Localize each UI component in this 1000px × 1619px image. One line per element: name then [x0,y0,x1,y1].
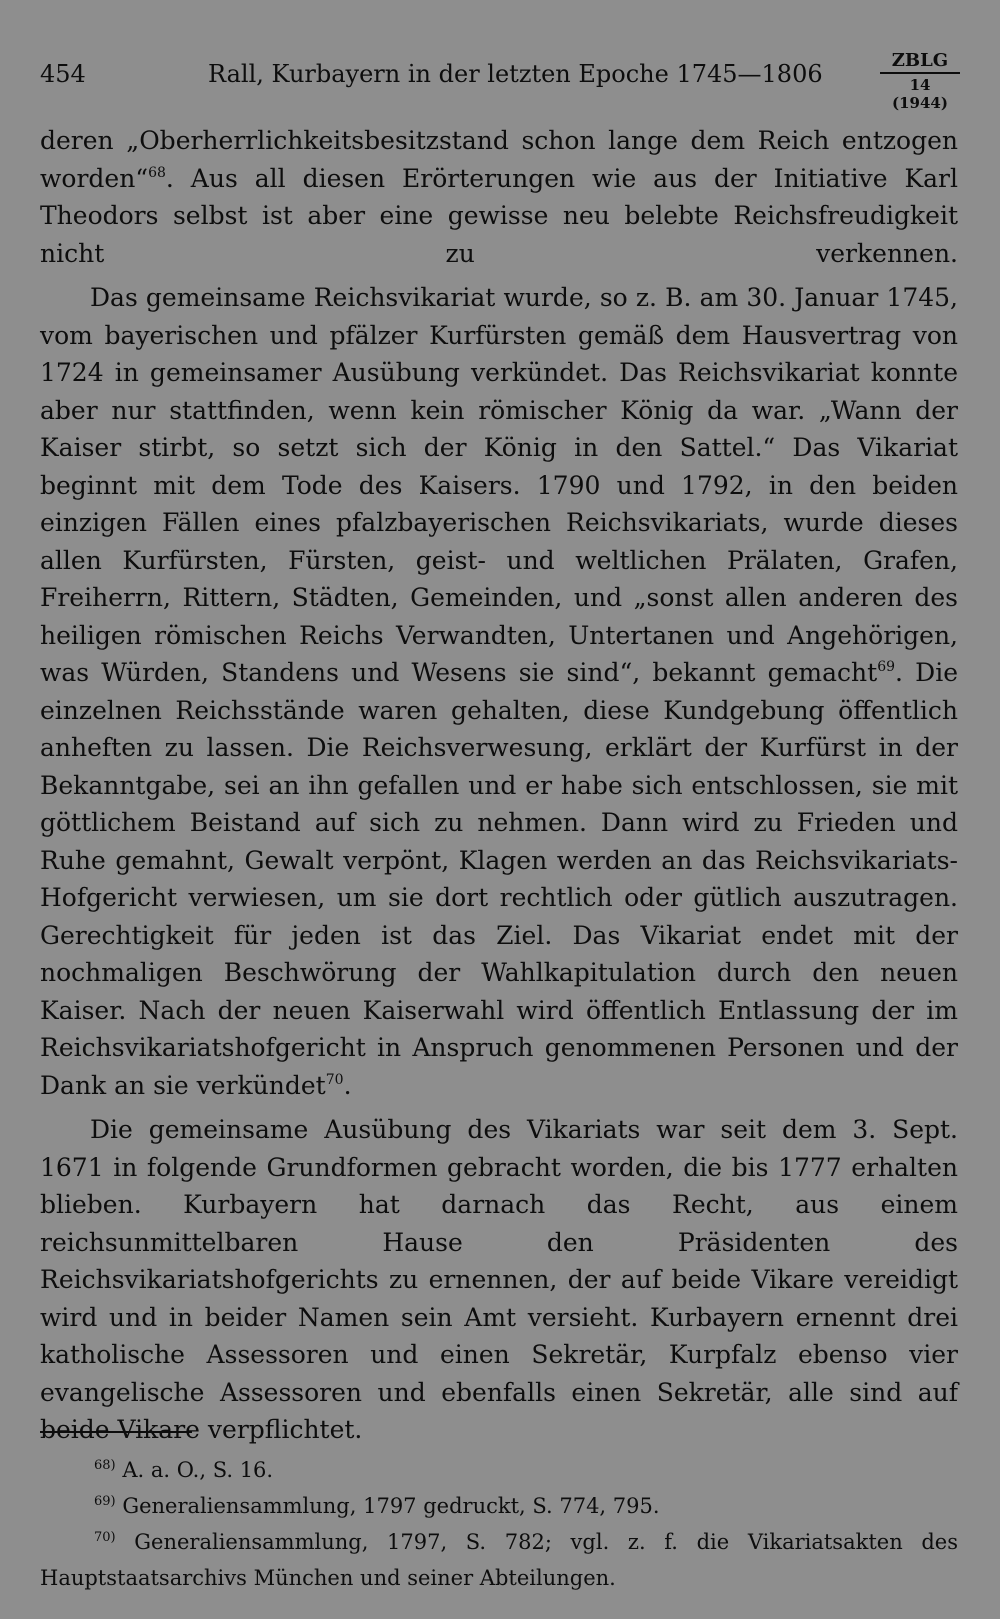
footnote-text: Generaliensammlung, 1797, S. 782; vgl. z. f. die Vikariatsakten des Hauptstaatsarchivs München und seiner Abteilungen. [40,1530,959,1590]
footnote [40,1524,958,1596]
text-run: deren „Oberherrlichkeitsbesitzstand schon lange dem Reich entzogen worden“ [40,126,958,193]
body-text [40,122,958,1456]
footnote-mark: 69) [94,1494,116,1509]
footnote-reference: 69 [877,659,896,675]
footnote-separator [40,1431,192,1433]
journal-reference [880,50,960,112]
journal-volume: 14 (1944) [892,76,948,112]
paragraph [40,1111,958,1449]
text-run: . [343,1070,352,1100]
footnote-text: Generaliensammlung, 1797 gedruckt, S. 774, 795. [122,1494,660,1518]
footnote-reference: 68 [148,164,166,181]
text-run: Das gemeinsame Reichsvikariat wurde, so z. B. am 30. Januar 1745, vom bayerischen und pfälzer Kurfürsten gemäß dem Hausvertrag von 1724 in gemeinsamer Ausübung verkündet. Das Reichsvikariat konnte aber nur stattfinden, wenn kein römischer König da war. „Wann der Kaiser stirbt, so setzt sich der König in den Sattel.“ Das Vikariat beginnt mit dem Tode des Kaisers. 1790 und 1792, in den beiden einzigen Fällen eines pfalzbayerischen Reichsvikariats, wurde dieses allen Kurfürsten, Fürsten, geist- und weltlichen Prälaten, Grafen, Freiherrn, Rittern, Städten, Gemeinden, und „sonst allen anderen des heiligen römischen Reichs Verwandten, Untertanen und Angehörigen, was Würden, Standens und Wesens sie sind“, bekannt gemacht [40,283,958,687]
footnote [40,1488,958,1524]
text-run: . Die einzelnen Reichsstände waren gehalten, diese Kundgebung öffentlich anheften zu lassen. Die Reichsverwesung, erklärt der Kurfürst in der Bekanntgabe, sei an ihn gefallen und er habe sich entschlossen, sie mit göttlichem Beistand auf sich zu nehmen. Dann wird zu Frieden und Ruhe gemahnt, Gewalt verpönt, Klagen werden an das Reichsvikariats-Hofgericht verwiesen, um sie dort rechtlich oder gütlich auszutragen. Gerechtigkeit für jeden ist das Ziel. Das Vikariat endet mit der nochmaligen Beschwörung der Wahlkapitulation durch den neuen Kaiser. Nach der neuen Kaiserwahl wird öffentlich Entlassung der im Reichsvikariatshofgericht in Anspruch genommenen Personen und der Dank an sie verkündet [40,658,958,1100]
footnote-reference: 70 [325,1071,344,1088]
page-number: 454 [40,60,86,88]
footnote-mark: 70) [94,1530,116,1545]
journal-abbreviation: ZBLG [880,50,960,74]
text-run: . Aus all diesen Erörterungen wie aus der Initiative Karl Theodors selbst ist aber eine gewisse neu belebte Reichsfreudigkeit nicht zu verkennen. [40,163,958,268]
footnote [40,1452,958,1488]
footnote-text: A. a. O., S. 16. [122,1458,274,1482]
footnote-mark: 68) [94,1458,116,1473]
text-run: Die gemeinsame Ausübung des Vikariats war seit dem 3. Sept. 1671 in folgende Grundformen gebracht worden, die bis 1777 erhalten blieben. Kurbayern hat darnach das Recht, aus einem reichsunmittelbaren Hause den Präsidenten des Reichsvikariatshofgerichts zu ernennen, der auf beide Vikare vereidigt wird und in beider Namen sein Amt versieht. Kurbayern ernennt drei katholische Assessoren und einen Sekretär, Kurpfalz ebenso vier evangelische Assessoren und ebenfalls einen Sekretär, alle sind auf beide Vikare verpflichtet. [40,1115,958,1444]
paragraph [40,279,958,1104]
paragraph [40,122,958,272]
footnotes [40,1452,958,1596]
running-title: Rall, Kurbayern in der letzten Epoche 1745—1806 [208,60,823,88]
page-header [40,50,960,112]
